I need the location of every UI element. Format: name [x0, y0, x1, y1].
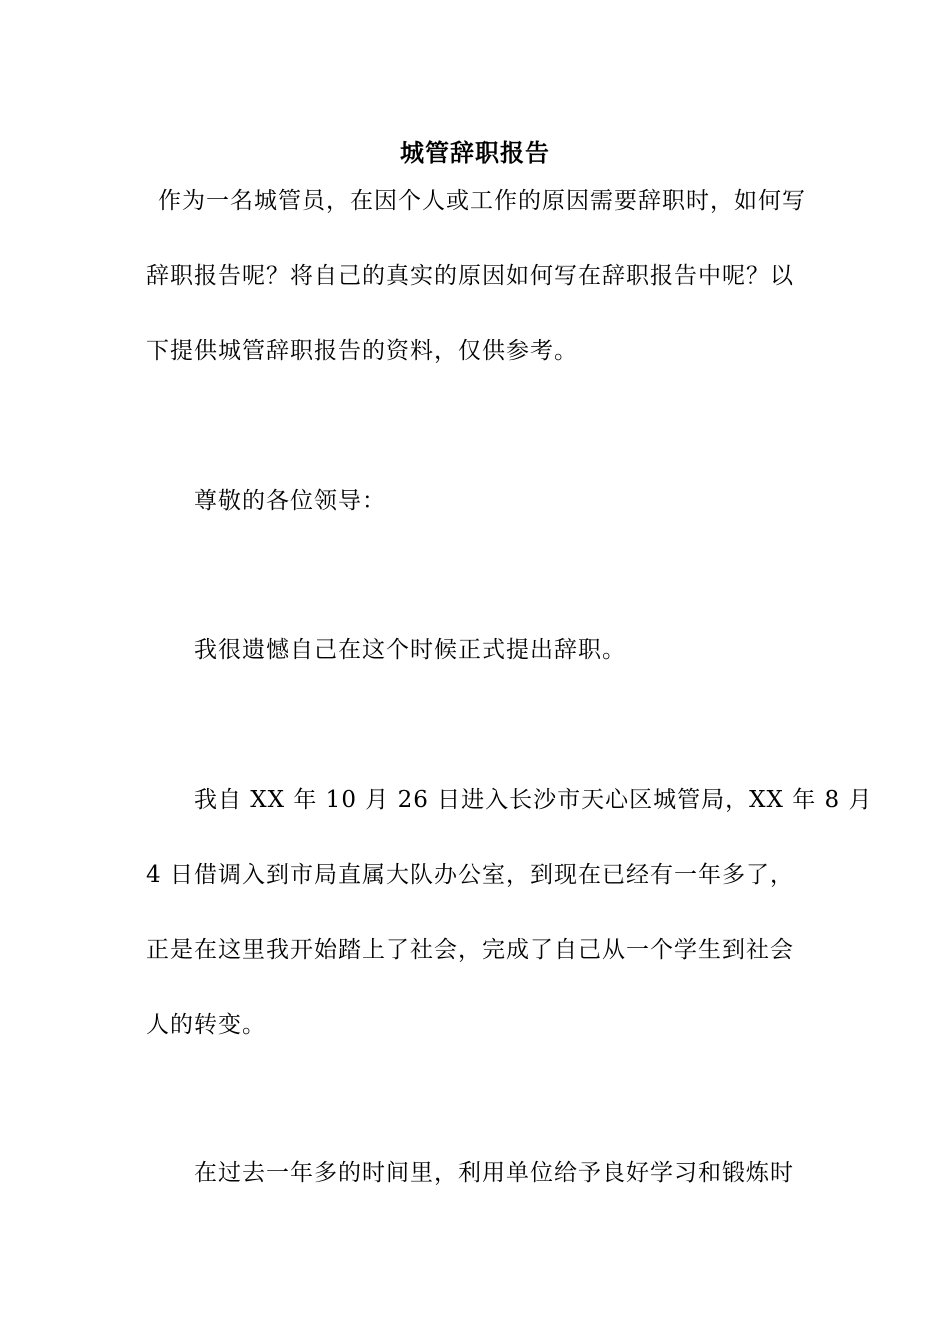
- intro-line: 作为一名城管员，在因个人或工作的原因需要辞职时，如何写: [158, 188, 806, 214]
- paragraph-line: 我很遗憾自己在这个时候正式提出辞职。: [194, 637, 626, 663]
- paragraph-line: 我自 XX 年 10 月 26 日进入长沙市天心区城管局，XX 年 8 月: [194, 787, 873, 813]
- salutation: 尊敬的各位领导：: [194, 488, 386, 514]
- paragraph-line: 人的转变。: [146, 1012, 266, 1038]
- paragraph-line: 4 日借调入到市局直属大队办公室，到现在已经有一年多了，: [146, 862, 794, 888]
- paragraph-line: 正是在这里我开始踏上了社会，完成了自己从一个学生到社会: [146, 937, 794, 963]
- paragraph-line: 在过去一年多的时间里，利用单位给予良好学习和锻炼时: [194, 1160, 794, 1186]
- intro-line: 辞职报告呢？将自己的真实的原因如何写在辞职报告中呢？以: [146, 263, 794, 289]
- intro-line: 下提供城管辞职报告的资料，仅供参考。: [146, 338, 578, 364]
- document-title: 城管辞职报告: [400, 138, 550, 167]
